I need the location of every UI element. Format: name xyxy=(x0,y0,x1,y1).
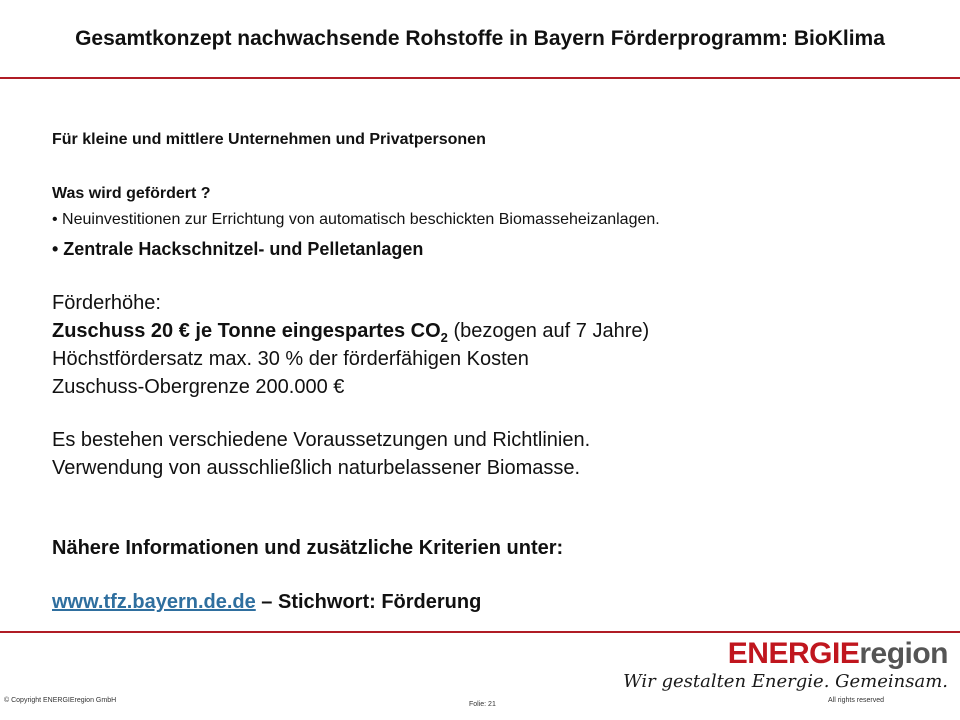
requirements-line: Es bestehen verschiedene Voraussetzungen und Richtlinien. xyxy=(52,429,591,451)
subsidy-subscript: 2 xyxy=(440,330,448,345)
logo-wordmark xyxy=(623,638,948,670)
link-suffix: – Stichwort: Förderung xyxy=(255,591,482,613)
subsidy-rest: (bezogen auf 7 Jahre) xyxy=(447,320,650,342)
max-rate-line: Höchstfördersatz max. 30 % der förderfähigen Kosten xyxy=(52,348,529,370)
subsidy-line xyxy=(52,320,649,345)
bottom-divider xyxy=(0,631,960,633)
slide-title: Gesamtkonzept nachwachsende Rohstoffe in Bayern Förderprogramm: BioKlima xyxy=(75,27,885,50)
cap-line: Zuschuss-Obergrenze 200.000 € xyxy=(52,376,345,398)
audience-heading: Für kleine und mittlere Unternehmen und Privatpersonen xyxy=(52,131,486,148)
logo-part-energie: ENERGIE xyxy=(727,637,860,670)
top-divider xyxy=(0,77,960,79)
more-info-line: Nähere Informationen und zusätzliche Kriterien unter: xyxy=(52,537,564,559)
logo-slogan: Wir gestalten Energie. Gemeinsam. xyxy=(623,671,948,692)
energieregion-logo xyxy=(623,638,948,692)
bullet-item-2: • Zentrale Hackschnitzel- und Pelletanlagen xyxy=(52,239,424,259)
what-heading: Was wird gefördert ? xyxy=(52,185,211,202)
logo-part-region: region xyxy=(859,637,948,670)
bullet-item-1: • Neuinvestitionen zur Errichtung von automatisch beschickten Biomasseheizanlagen. xyxy=(52,211,660,228)
biomass-line: Verwendung von ausschließlich naturbelassener Biomasse. xyxy=(52,457,581,479)
link-line xyxy=(52,591,481,614)
tfz-link[interactable]: www.tfz.bayern.de.de xyxy=(52,591,256,613)
subsidy-bold: Zuschuss 20 € je Tonne eingespartes CO xyxy=(52,320,441,342)
rights-text: All rights reserved xyxy=(828,697,885,704)
copyright-text: © Copyright ENERGIEregion GmbH xyxy=(4,697,117,704)
slide-number: Folie: 21 xyxy=(469,701,496,708)
funding-heading: Förderhöhe: xyxy=(52,292,161,314)
